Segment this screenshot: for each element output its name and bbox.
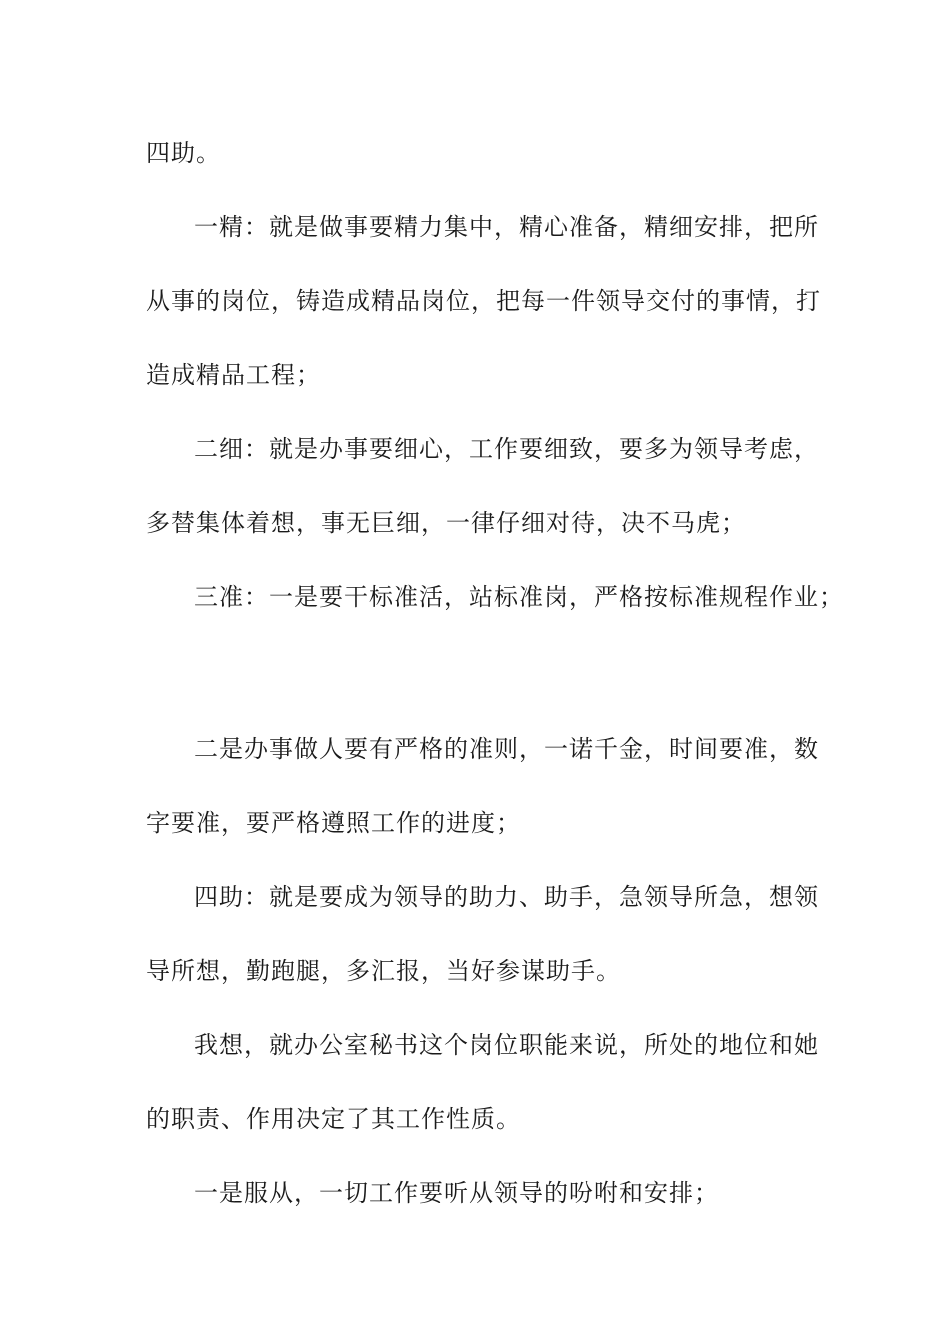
text-line: 我想，就办公室秘书这个岗位职能来说，所处的地位和她 [194,1031,819,1059]
paragraph-yi-jing [146,190,821,412]
paragraph-er-shi [146,712,819,860]
paragraph-si-zhu [146,860,819,1008]
text-line: 四助。 [146,139,221,167]
text-line: 多替集体着想，事无巨细，一律仔细对待，决不马虎； [146,509,746,537]
text-line: 字要准，要严格遵照工作的进度； [146,809,521,837]
text-line: 一是服从，一切工作要听从领导的吩咐和安排； [194,1179,719,1207]
paragraph-er-xi [146,412,819,560]
text-line: 四助：就是要成为领导的助力、助手，急领导所急，想领 [194,883,819,911]
paragraph-yi-shi-fucong [146,1156,806,1230]
text-line: 造成精品工程； [146,361,321,389]
text-line: 一精：就是做事要精力集中，精心准备，精细安排，把所 [194,213,819,241]
text-line: 导所想，勤跑腿，多汇报，当好参谋助手。 [146,957,621,985]
text-line: 二细：就是办事要细心，工作要细致，要多为领导考虑， [194,435,819,463]
paragraph-wo-xiang [146,1008,819,1156]
paragraph-san-zhun [146,560,844,634]
text-line: 从事的岗位，铸造成精品岗位，把每一件领导交付的事情，打 [146,287,821,315]
paragraph-intro-tail [146,116,806,190]
text-line: 二是办事做人要有严格的准则，一诺千金，时间要准，数 [194,735,819,763]
text-line: 三准：一是要干标准活，站标准岗，严格按标准规程作业； [194,583,844,611]
text-line: 的职责、作用决定了其工作性质。 [146,1105,521,1133]
